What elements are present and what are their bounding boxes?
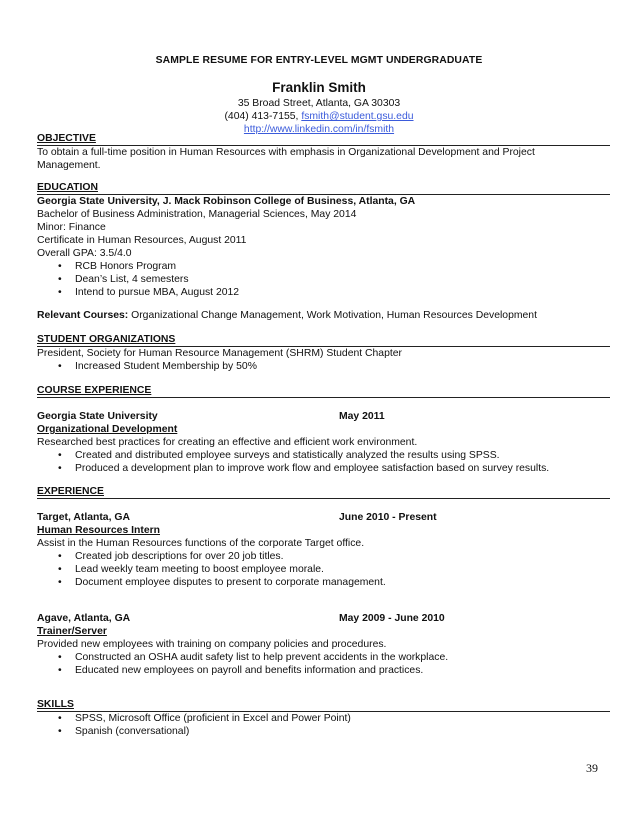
bullet-icon: • xyxy=(58,577,62,588)
job-title: Trainer/Server xyxy=(37,626,107,637)
job-date: May 2009 - June 2010 xyxy=(339,613,445,624)
education-degree: Bachelor of Business Administration, Managerial Sciences, May 2014 xyxy=(37,209,357,220)
education-minor: Minor: Finance xyxy=(37,222,106,233)
course-bullet: Produced a development plan to improve work flow and employee satisfaction based on survey results. xyxy=(75,463,550,474)
email-link[interactable]: fsmith@student.gsu.edu xyxy=(301,111,414,122)
student-orgs-role: President, Society for Human Resource Management (SHRM) Student Chapter xyxy=(37,348,402,359)
experience-heading: EXPERIENCE xyxy=(37,486,610,499)
bullet-icon: • xyxy=(58,665,62,676)
bullet-icon: • xyxy=(58,261,62,272)
education-bullet: Dean’s List, 4 semesters xyxy=(75,274,189,285)
bullet-icon: • xyxy=(58,463,62,474)
bullet-icon: • xyxy=(58,274,62,285)
job-bullet: Constructed an OSHA audit safety list to help prevent accidents in the workplace. xyxy=(75,652,449,663)
bullet-icon: • xyxy=(58,726,62,737)
phone: (404) 413-7155, xyxy=(224,111,302,122)
skill-item: Spanish (conversational) xyxy=(75,726,190,737)
job-org: Agave, Atlanta, GA xyxy=(37,613,131,624)
bullet-icon: • xyxy=(58,713,62,724)
skills-heading: SKILLS xyxy=(37,699,610,712)
job-bullet: Created job descriptions for over 20 job titles. xyxy=(75,551,284,562)
education-bullet: Intend to pursue MBA, August 2012 xyxy=(75,287,240,298)
course-bullet: Created and distributed employee surveys and statistically analyzed the results using SPSS. xyxy=(75,450,500,461)
relevant-courses xyxy=(37,309,537,322)
bullet-icon: • xyxy=(58,450,62,461)
objective-heading: OBJECTIVE xyxy=(37,133,610,146)
job-desc: Assist in the Human Resources functions of the corporate Target office. xyxy=(37,538,365,549)
objective-text: To obtain a full-time position in Human Resources with emphasis in Organizational Development and Project Management. xyxy=(37,147,535,172)
page-number: 39 xyxy=(586,761,598,775)
job-bullet: Educated new employees on payroll and benefits information and practices. xyxy=(75,665,424,676)
course-title: Organizational Development xyxy=(37,424,178,435)
student-orgs-bullet: Increased Student Membership by 50% xyxy=(75,361,257,372)
job-org: Target, Atlanta, GA xyxy=(37,512,130,523)
linkedin-link[interactable]: http://www.linkedin.com/in/fsmith xyxy=(243,124,395,135)
course-date: May 2011 xyxy=(339,411,385,422)
student-orgs-heading: STUDENT ORGANIZATIONS xyxy=(37,334,610,347)
course-experience-heading: COURSE EXPERIENCE xyxy=(37,385,610,398)
education-heading: EDUCATION xyxy=(37,182,610,195)
skill-item: SPSS, Microsoft Office (proficient in Excel and Power Point) xyxy=(75,713,351,724)
bullet-icon: • xyxy=(58,361,62,372)
job-date: June 2010 - Present xyxy=(339,512,437,523)
bullet-icon: • xyxy=(58,551,62,562)
document-title: SAMPLE RESUME FOR ENTRY-LEVEL MGMT UNDERGRADUATE xyxy=(155,55,483,66)
job-title: Human Resources Intern xyxy=(37,525,160,536)
address: 35 Broad Street, Atlanta, GA 30303 xyxy=(237,98,401,109)
education-certificate: Certificate in Human Resources, August 2011 xyxy=(37,235,247,246)
job-bullet: Lead weekly team meeting to boost employee morale. xyxy=(75,564,324,575)
bullet-icon: • xyxy=(58,652,62,663)
relevant-courses-label: Relevant Courses: xyxy=(37,310,129,321)
education-bullet: RCB Honors Program xyxy=(75,261,177,272)
course-desc: Researched best practices for creating an effective and efficient work environment. xyxy=(37,437,418,448)
phone-email-line xyxy=(0,110,638,123)
course-org: Georgia State University xyxy=(37,411,158,422)
job-desc: Provided new employees with training on company policies and procedures. xyxy=(37,639,387,650)
bullet-icon: • xyxy=(58,564,62,575)
education-school: Georgia State University, J. Mack Robinson College of Business, Atlanta, GA xyxy=(37,196,416,207)
relevant-courses-text: Organizational Change Management, Work Motivation, Human Resources Development xyxy=(128,310,537,321)
education-gpa: Overall GPA: 3.5/4.0 xyxy=(37,248,132,259)
candidate-name: Franklin Smith xyxy=(272,80,366,95)
job-bullet: Document employee disputes to present to corporate management. xyxy=(75,577,386,588)
bullet-icon: • xyxy=(58,287,62,298)
